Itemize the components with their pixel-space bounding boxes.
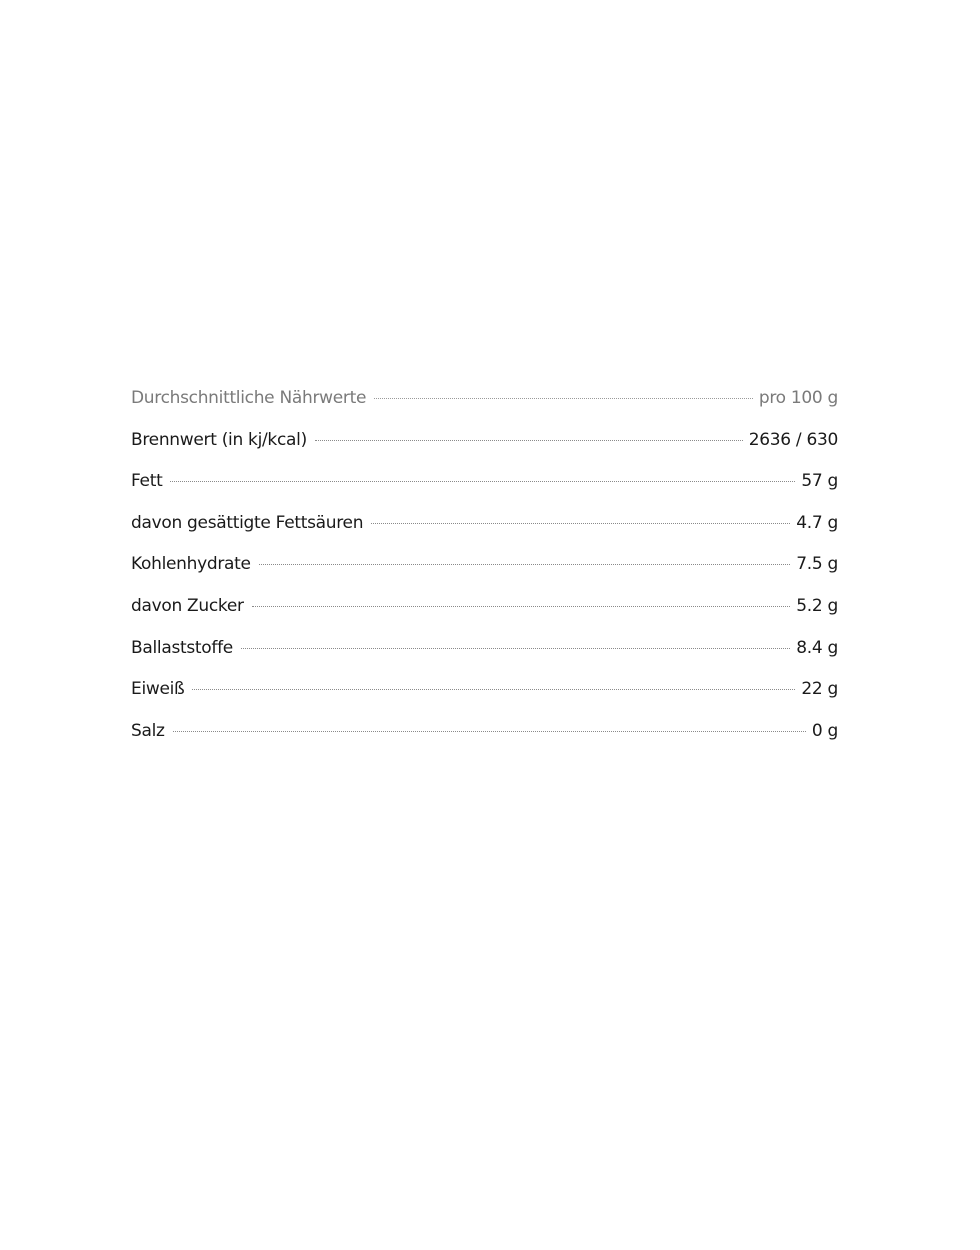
nutrition-row-energy bbox=[131, 430, 838, 472]
nutrient-value: 8.4 g bbox=[796, 637, 838, 658]
nutrient-label: davon Zucker bbox=[131, 595, 244, 616]
nutrition-table bbox=[131, 388, 838, 762]
nutrient-value: 0 g bbox=[811, 720, 838, 741]
nutrient-label: Eiweiß bbox=[131, 679, 185, 700]
nutrient-label: Kohlenhydrate bbox=[131, 554, 251, 575]
nutrition-row-saturated-fat bbox=[131, 513, 838, 555]
nutrition-row-sugar bbox=[131, 596, 838, 638]
dot-leader bbox=[374, 398, 753, 399]
dot-leader bbox=[192, 689, 795, 690]
nutrient-value: 4.7 g bbox=[796, 512, 838, 533]
nutrition-row-fiber bbox=[131, 638, 838, 680]
nutrition-header-label: Durchschnittliche Nährwerte bbox=[131, 388, 367, 408]
dot-leader bbox=[170, 481, 795, 482]
dot-leader bbox=[241, 648, 790, 649]
nutrient-label: Salz bbox=[131, 720, 165, 741]
nutrient-value: 57 g bbox=[801, 471, 838, 492]
dot-leader bbox=[315, 440, 743, 441]
nutrition-header-value: pro 100 g bbox=[758, 388, 838, 408]
nutrient-label: Ballaststoffe bbox=[131, 637, 233, 658]
nutrient-value: 7.5 g bbox=[796, 554, 838, 575]
nutrient-label: Brennwert (in kj/kcal) bbox=[131, 429, 307, 450]
nutrient-value: 5.2 g bbox=[796, 595, 838, 616]
nutrient-value: 22 g bbox=[801, 679, 838, 700]
nutrition-header-row bbox=[131, 388, 838, 430]
nutrition-row-carbohydrates bbox=[131, 554, 838, 596]
nutrient-label: Fett bbox=[131, 471, 163, 492]
nutrition-row-protein bbox=[131, 679, 838, 721]
nutrient-value: 2636 / 630 bbox=[748, 429, 838, 450]
dot-leader bbox=[371, 523, 790, 524]
dot-leader bbox=[173, 731, 806, 732]
dot-leader bbox=[252, 606, 791, 607]
dot-leader bbox=[259, 564, 791, 565]
nutrition-row-salt bbox=[131, 721, 838, 763]
nutrition-row-fat bbox=[131, 471, 838, 513]
nutrient-label: davon gesättigte Fettsäuren bbox=[131, 512, 364, 533]
